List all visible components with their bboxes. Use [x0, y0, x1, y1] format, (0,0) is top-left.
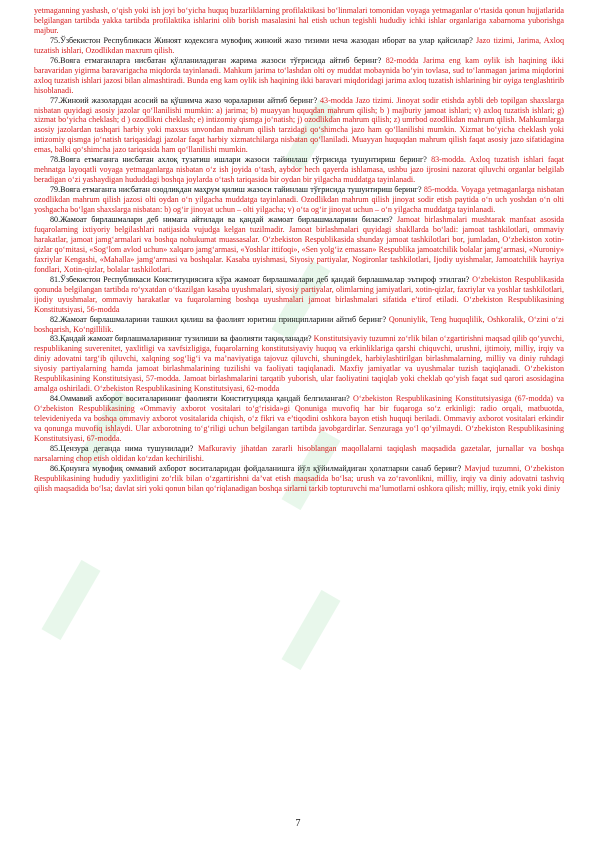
- answer: 43-modda Jazo tizimi. Jinoyat sodir etishda aybli deb topilgan shaxslarga nisbatan quyidagi asosiy jazolar qo‘llanilishi mumkin: a) jarima; b) muayyan huquqdan mahrum qilish; b ) majburiy jamoat ishlari; v) axloq tuzatish ishlari; g) xizmat bo‘yicha cheklash; d ) ozodlikni cheklash; e) intizomiy qismga jo‘natish; j) ozodlikdan mahrum qilish; z) umrbod ozodlikdan mahrum qilish. Mahkumlarga asosiy jazolardan tashqari harbiy yoki maxsus unvondan mahrum qilish tarzidagi qo‘shimcha jazo ham qo‘llanilishi mumkin. Xizmat bo‘yicha cheklash yoki intizomiy qismga jo‘natish tariqasidagi jazolar faqat harbiy xizmatchilarga nisbatan qo‘llaniladi. Muayyan huquqdan mahrum qilish faqat asosiy jazo sifatidagina emas, balki qo‘shimcha jazo tariqasida ham qo‘llanilishi mumkin.: [34, 95, 564, 155]
- qa-item-86: [34, 464, 564, 494]
- qa-item-77: [34, 96, 564, 156]
- question: 82.Жамоат бирлашмаларини ташкил қилиш ва фаолият юритиш принципларини айтиб беринг?: [50, 314, 387, 324]
- question: 83.Қандай жамоат бирлашмаларининг тузилиши ва фаолияти тақиқланади?: [50, 334, 312, 344]
- question: 79.Вояга етмаганга нисбатан озодликдан маҳрум қилиш жазоси тайинлаш тўғрисида тушунтириш беринг?: [50, 185, 422, 195]
- qa-item-76: [34, 56, 564, 96]
- answer: O‘zbekiston Respublikasining Konstitutsiyasiga (67-modda) va O‘zbekiston Respublikasining «Ommaviy axborot vositalari to‘g‘risida»gi Qonuniga muvofiq har bir fuqaroga so‘z erkinligi: radio orqali, matbuotda, televideniyeda va boshqa ommaviy axborot vositalarida chiqish, o‘z fikri va e’tiqodini oshkora bayon etish huquqi beriladi. Ommaviy axborot vositalari erkindir va qonunga muvofiq ishlaydi. Ular axborotning to‘g‘riligi uchun belgilangan tartibda javobgardirlar. Senzuraga yo‘l qo‘yilmaydi. O‘zbekiston Respublikasining Konstitutsiyasi, 67-modda.: [34, 394, 564, 443]
- page-number: 7: [295, 818, 301, 829]
- answer: 83-modda. Axloq tuzatish ishlari faqat mehnatga layoqatli voyaga yetmaganlarga nisbatan o‘z ish joyida o‘tash, aybdor hech qayerda ishlamasa, ushbu jazo ijrosini nazorat qiluvchi organlar belgilab beradigan o‘zi yashaydigan hududdagi boshqa joylarda o‘tash tariqasida bir oydan bir yilgacha muddatga tayinlanadi.: [34, 155, 565, 185]
- answer: Mafkuraviy jihatdan zararli hisoblangan maqollalarni taqiqlash maqsadida gazetalar, jurnallar va boshqa narsalarning chop etish oldidan ko‘zdan kechirilishi.: [34, 443, 564, 463]
- question: 86.Қонунга мувофиқ оммавий ахборот воситаларидан фойдаланишга йўл қўйилмайдиган ҳолатларни санаб беринг?: [50, 463, 462, 473]
- question: 76.Вояга етмаганларга нисбатан қўлланиладиган жарима жазоси тўғрисида айтиб беринг?: [50, 55, 382, 65]
- question: 78.Вояга етмаганга нисбатан ахлоқ тузатиш ишлари жазоси тайинлаш тўғрисида тушунтириш беринг?: [50, 155, 427, 165]
- answer: O‘zbekiston Respublikasida qonunda belgilangan tartibda ro‘yxatdan o‘tkazilgan kasaba uyushmalari, siyosiy partiyalar, olimlarning jamiyatlari, xotin-qizlar, faxriylar va yoshlar tashkilotlari, ijodiy uyushmalar, ommaviy harakatlar va fuqarolarning boshqa uyushmalari jamoat birlashmalari sifatida e’tirof etiladi. O‘zbekiston Respublikasining Konstitutsiyasi, 56-modda: [34, 274, 564, 314]
- qa-item-75: [34, 36, 564, 56]
- question: 75.Ўзбекистон Республикаси Жиноят кодексига мувофиқ жиноий жазо тизими неча жазодан иборат ва улар қайсилар?: [50, 35, 473, 45]
- intro-paragraph: yetmaganning yashash, o‘qish yoki ish joyi bo‘yicha huquq buzarliklarning profilaktikasi bo‘linmalari tomonidan voyaga yetmaganlar o‘rtasida qonun hujjatlarida belgilangan tartibda yakka tartibda profilaktika ishlarini olib borish masalasini hal etish uchun tegishli hududiy ichki ishlar organlariga xabarnoma yuborishga majbur.: [34, 6, 564, 35]
- question: 77.Жиноий жазолардан асосий ва қўшимча жазо чораларини айтиб беринг?: [50, 95, 318, 105]
- question: 85.Цензура деганда нима тушунилади?: [50, 443, 194, 453]
- answer: Jazo tizimi, Jarima, Axloq tuzatish ishlari, Ozodlikdan maxrum qilish.: [34, 35, 564, 55]
- question: 80.Жамоат бирлашмалари деб нимага айтилади ва қандай жамоат бирлашмаларини биласиз?: [50, 215, 393, 225]
- qa-item-81: [34, 275, 564, 315]
- answer: Qonuniylik, Teng huquqlilik, Oshkoralik, O‘zini o‘zi boshqarish, Ko‘ngillilik.: [34, 314, 564, 334]
- answer: 82-modda Jarima eng kam oylik ish haqining ikki baravaridan yigirma baravarigacha miqdorda tayinlanadi. Mahkum jarima to‘lashdan olti oy muddat mobaynida bo‘yin tovlasa, sud to‘lanmagan jarima miqdorini axloq tuzatish ishlari jazosi bilan almashtiradi. Bunda eng kam oylik ish haqining ikki baravari miqdoridagi jarima axloq tuzatish ishlarining bir oyiga tenglashtirib hisoblanadi.: [34, 55, 564, 95]
- answer: Mavjud tuzumni, O‘zbekiston Respublikasining hududiy yaxlitligini zo‘rlik bilan o‘zgartirishni da’vat etish maqsadida bo‘lsa; urush va zo‘ravonlikni, milliy, irqiy va diniy adovatni tashviq qilish maqsadida bo‘lsa; davlat siri yoki qonun bilan qo‘riqlanadigan boshqa sirlarni tarkib topturuvchi ma’lumotlarni oshkora qilish; milliy, irqiy, etnik yoki diniy: [34, 463, 565, 493]
- qa-item-85: [34, 444, 564, 464]
- qa-item-78: [34, 155, 564, 185]
- question: 81.Ўзбекистон Республикаси Конституциясига кўра жамоат бирлашмалари деб қандай бирлашмалар эътироф этилган?: [50, 274, 470, 284]
- answer: Konstitutsiyaviy tuzumni zo‘rlik bilan o‘zgartirishni maqsad qilib qo‘yuvchi, respublikaning suverenitet, yaxlitligi va xavfsizligiga, fuqarolarning konstitutsiyaviy huquq va erkinliklariga qarshi chiquvchi, urushni, ijtimoiy, milliy, irqiy va diniy adovatni targ‘ib qiluvchi, xalqning sog‘lig‘i va ma’naviyatiga tajovuz qiluvchi, shuningdek, harbiylashtirilgan birlashmalarning, milliy va diniy ruhdagi siyosiy partiyalarning hamda jamoat birlashmalarining tuzilishi va faoliyati taqiqlanadi. Maxfiy jamiyatlar va uyushmalar tuzish taqiqlanadi. O‘zbekiston Respublikasining Konstitutsiyasi, 57-modda. Jamoat birlashmalarini tarqatib yuborish, ular faoliyatini taqiqlab yoki cheklab qo‘yish faqat sud qarori asosidagina amalga oshiriladi. O‘zbekiston Respublikasining Konstitutsiyasi, 62-modda: [34, 334, 564, 394]
- qa-item-82: [34, 315, 564, 335]
- document-body: [34, 6, 564, 494]
- answer: 85-modda. Voyaga yetmaganlarga nisbatan ozodlikdan mahrum qilish jazosi olti oydan o‘n yilgacha muddatga tayinlanadi. Ozodlikdan mahrum qilish jinoyat sodir etish paytida o‘n uch yoshdan o‘n olti yoshgacha bo‘lgan shaxslarga nisbatan: b) og‘ir jinoyat uchun – olti yilgacha; v) o‘ta og‘ir jinoyat uchun – o‘n yilgacha muddatga tayinlanadi.: [34, 185, 565, 215]
- qa-item-83: [34, 334, 564, 394]
- qa-item-80: [34, 215, 564, 275]
- qa-item-79: [34, 185, 564, 215]
- question: 84.Оммавий ахборот воситаларининг фаолияти Конституцияда қандай белгиланган?: [50, 394, 350, 404]
- answer: Jamoat birlashmalari mushtarak manfaat asosida fuqarolarning ixtiyoriy belgilashlari natijasida vujudga kelgan tuzilmadir. Jamoat birlashmalari quyidagi shakllarda bo‘ladi: jamoat tashkilotlari, ommaviy harakatlar, jamoat jamg‘armalari va boshqa nohukumat muassasalar. O‘zbekiston Respublikasida shunday jamoat tashkilotlari bor, jumladan, O‘zbekiston xotin-qizlar qo‘mitasi, «Sog‘lom avlod uchun» xalqaro jamg‘armasi, «Yoshlar ittifoqi», «Sen yolg‘iz emassan» Respublika jamoatchilik bolalar jamg‘armasi, «Nuroniy» faxriylar Kengashi, «Mahalla» jamg‘armasi va boshqalar. Kasaba uyishmasi, Siyosiy partiyalar, Nogironlar tashkilotlari, Ijodiy uyishmalar, Jamoatchilik hayriya fondlari, Xotin-qizlar, bolalar tashkilotlari.: [34, 215, 564, 274]
- qa-item-84: [34, 394, 564, 444]
